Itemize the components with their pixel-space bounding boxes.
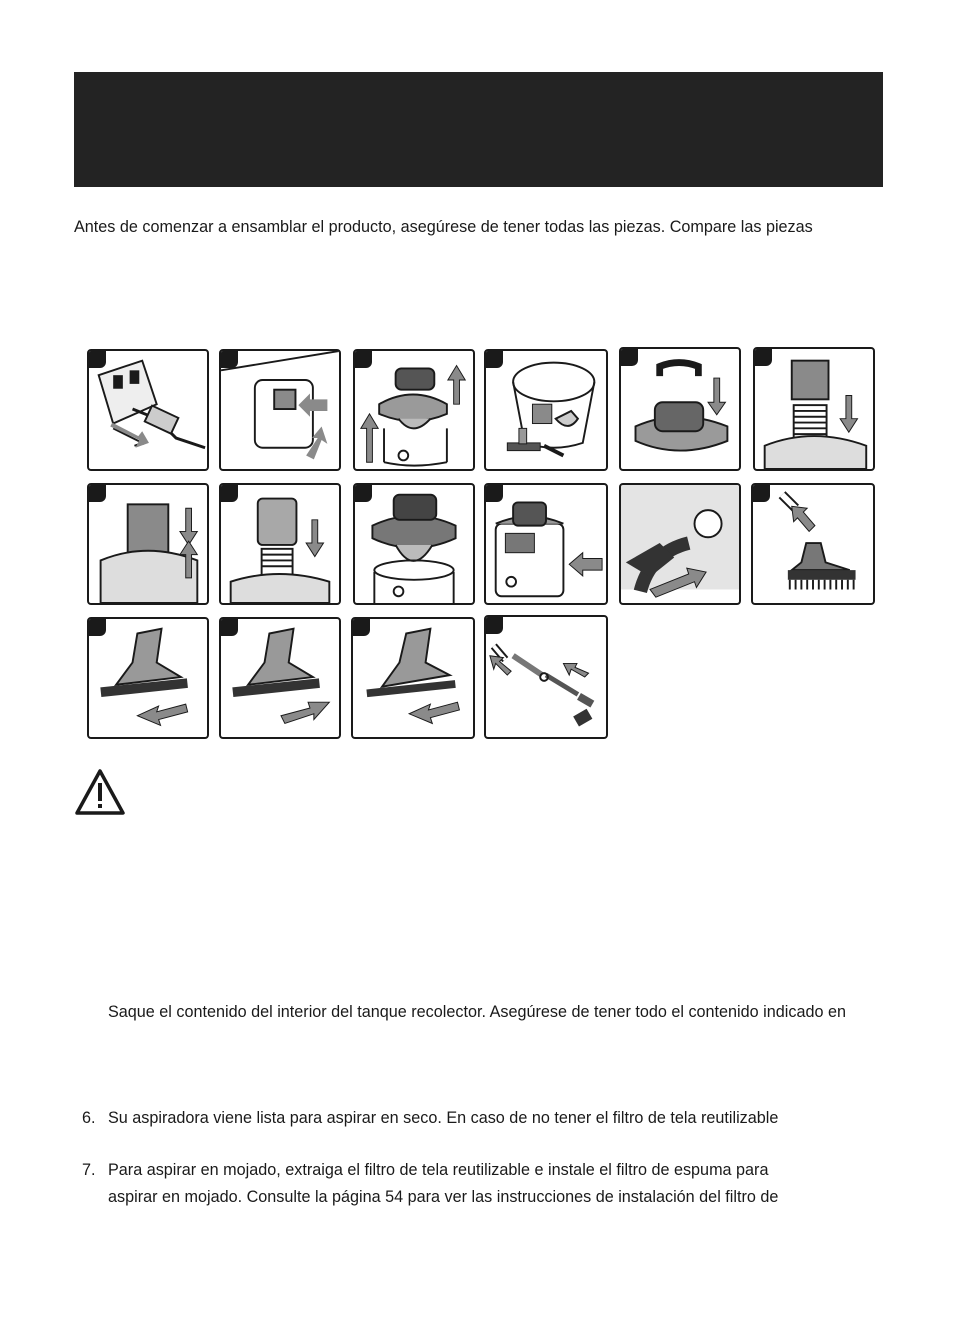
handle-illustration: [621, 349, 739, 469]
cloth-filter-illustration: [89, 485, 207, 603]
figure-panel-filter-remove: [87, 483, 209, 605]
filter-cage-illustration: [755, 349, 873, 469]
step-6-text: Su aspiradora viene lista para aspirar en seco. En caso de no tener el filtro de tela reutilizable: [108, 1109, 779, 1127]
brush-attach-illustration: [753, 485, 873, 603]
accessories-illustration: [486, 617, 606, 737]
figure-panel-handle: [619, 347, 741, 471]
step-7-number: 7.: [82, 1161, 96, 1179]
figure-panel-lid-install: [353, 483, 475, 605]
figure-panel-hose: [619, 483, 741, 605]
figure-panel-filter-install: [753, 347, 875, 471]
figure-panel-latch: [219, 349, 341, 471]
figure-panel-unplug: [87, 349, 209, 471]
figure-panel-latch-close: [484, 483, 608, 605]
tank-contents-illustration: [486, 351, 606, 469]
step-7-text-line1: Para aspirar en mojado, extraiga el filtro de tela reutilizable e instale el filtro de espuma para: [108, 1161, 769, 1179]
figure-panel-contents: [484, 349, 608, 471]
latch-illustration: [221, 351, 339, 469]
figure-panel-squeegee: [351, 617, 475, 739]
vacuum-lid-illustration: [355, 351, 473, 469]
figure-panel-accessories: [484, 615, 608, 739]
unpack-step-text: Saque el contenido del interior del tanque recolector. Asegúrese de tener todo el contenido indicado en: [108, 1003, 846, 1021]
warning-triangle-icon: [74, 768, 126, 816]
latch-close-illustration: [486, 485, 606, 603]
hose-connect-illustration: [621, 485, 739, 603]
squeegee-brush-illustration: [89, 619, 207, 737]
figure-panel-foam-filter: [219, 483, 341, 605]
figure-panel-brush-left: [87, 617, 209, 739]
squeegee-insert-illustration: [353, 619, 473, 737]
figure-panel-brush-right: [219, 617, 341, 739]
figure-panel-lid-lift: [353, 349, 475, 471]
lid-install-illustration: [355, 485, 473, 603]
outlet-plug-illustration: [89, 351, 207, 469]
step-6-number: 6.: [82, 1109, 96, 1127]
squeegee-brush-illustration: [221, 619, 339, 737]
intro-text: Antes de comenzar a ensamblar el producto, asegúrese de tener todas las piezas. Compare las piezas: [74, 218, 813, 236]
step-7-text-line2: aspirar en mojado. Consulte la página 54 para ver las instrucciones de instalación del filtro de: [108, 1188, 779, 1206]
header-banner: [74, 72, 883, 187]
foam-filter-illustration: [221, 485, 339, 603]
figure-panel-brush-attach: [751, 483, 875, 605]
